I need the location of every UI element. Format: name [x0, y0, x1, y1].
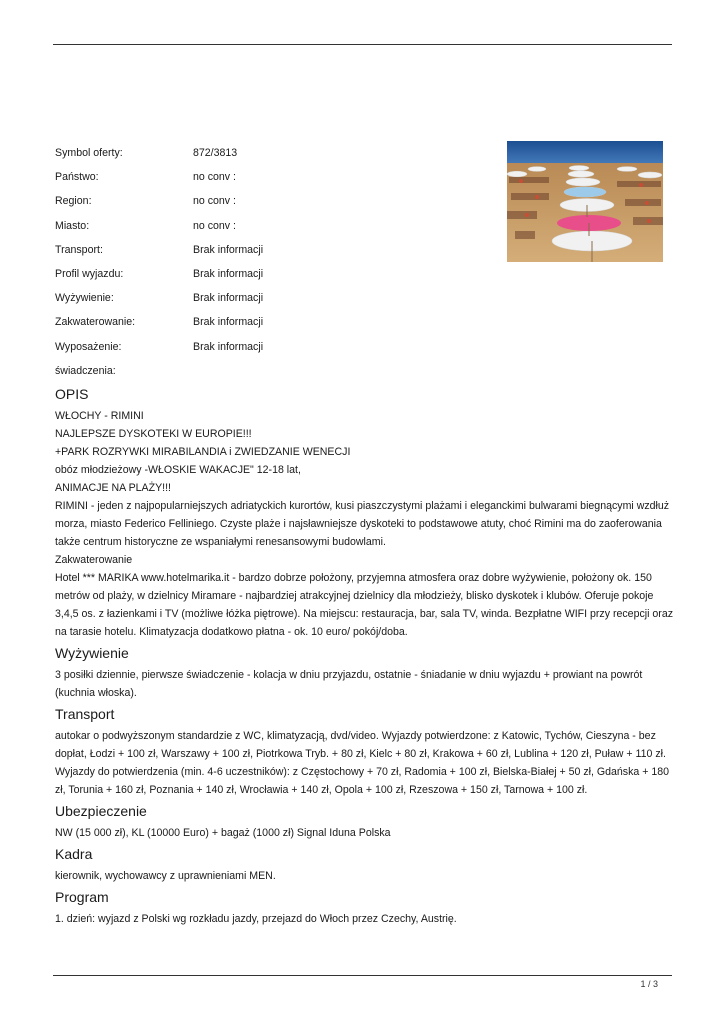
spec-label: Symbol oferty:	[55, 147, 123, 160]
spec-value: no conv :	[193, 171, 236, 184]
spec-label: Wyposażenie:	[55, 340, 122, 353]
section-kadra	[55, 845, 675, 885]
transport-text: autokar o podwyższonym standardzie z WC, klimatyzacją, dvd/video. Wyjazdy potwierdzone: z Katowic, Tychów, Cieszyna - bez dopłat, Łodzi + 100 zł, Warszawy + 100 zł, Piotrkowa Tryb. + 80 zł, Kielc + 80 zł, Krakowa + 60 zł, Lublina + 120 zł, Puław + 110 zł. Wyjazdy do potwierdzenia (min. 4-6 uczestników): z Częstochowy + 70 zł, Radomia + 100 zł, Bielska-Białej + 50 zł, Gdańska + 180 zł, Torunia + 160 zł, Poznania + 140 zł, Wrocławia + 140 zł, Opola + 100 zł, Rzeszowa + 150 zł, Tarnowa + 100 zł.	[55, 730, 670, 796]
opis-line: ANIMACJE NA PLAŻY!!!	[55, 482, 171, 494]
offer-description	[55, 385, 675, 928]
spec-value: no conv :	[193, 219, 236, 232]
page-number: 1 / 3	[640, 979, 658, 989]
spec-row	[55, 335, 475, 359]
section-wyzywienie	[55, 644, 675, 702]
spec-row	[55, 141, 475, 165]
spec-label: Wyżywienie:	[55, 292, 114, 305]
spec-row	[55, 359, 475, 383]
spec-label: świadczenia:	[55, 364, 116, 377]
header-rule	[53, 44, 672, 45]
opis-line: Zakwaterowanie	[55, 554, 133, 566]
spec-row	[55, 165, 475, 189]
spec-row	[55, 310, 475, 334]
footer-rule	[53, 975, 672, 976]
spec-value: Brak informacji	[193, 292, 264, 305]
opis-line: obóz młodzieżowy -WŁOSKIE WAKACJE" 12-18 lat,	[55, 464, 301, 476]
spec-value: Brak informacji	[193, 340, 264, 353]
spec-row	[55, 189, 475, 213]
section-program	[55, 888, 675, 928]
opis-line: WŁOCHY - RIMINI	[55, 410, 144, 422]
spec-label: Transport:	[55, 243, 103, 256]
opis-paragraph: RIMINI - jeden z najpopularniejszych adriatyckich kurortów, kusi piaszczystymi plażami i eleganckimi bulwarami biegnącymi wzdłuż morza, miasto Federico Felliniego. Czyste plaże i najsławniejsze dyskoteki to podstawowe atuty, choć Rimini ma do zaoferowania także centrum historyczne ze wspaniałymi renesansowymi budowlami.	[55, 500, 670, 548]
spec-row	[55, 262, 475, 286]
spec-label: Państwo:	[55, 171, 99, 184]
spec-row	[55, 286, 475, 310]
opis-line: NAJLEPSZE DYSKOTEKI W EUROPIE!!!	[55, 428, 252, 440]
spec-row	[55, 214, 475, 238]
spec-value: Brak informacji	[193, 268, 264, 281]
spec-label: Region:	[55, 195, 92, 208]
transport-heading: Transport	[55, 706, 115, 722]
ubezpieczenie-heading: Ubezpieczenie	[55, 803, 147, 819]
wyzywienie-heading: Wyżywienie	[55, 645, 129, 661]
kadra-heading: Kadra	[55, 846, 93, 862]
spec-value: Brak informacji	[193, 243, 264, 256]
section-transport	[55, 705, 675, 799]
opis-paragraph: Hotel *** MARIKA www.hotelmarika.it - bardzo dobrze położony, przyjemna atmosfera oraz dobre wyżywienie, położony ok. 150 metrów od plaży, w dzielnicy Miramare - najbardziej atrakcyjnej dzielnicy dla młodzieży, blisko dyskotek i klubów. Oferuje pokoje 3,4,5 os. z łazienkami i TV (możliwe łóżka piętrowe). Na miejscu: restauracja, bar, sala TV, winda. Bezpłatne WIFI przy recepcji oraz na tarasie hotelu. Klimatyzacja dodatkowo płatna - ok. 10 euro/ pokój/doba.	[55, 572, 674, 638]
spec-value: 872/3813	[193, 147, 238, 160]
kadra-text: kierownik, wychowawcy z uprawnieniami MEN.	[55, 870, 276, 882]
opis-line: +PARK ROZRYWKI MIRABILANDIA i ZWIEDZANIE WENECJI	[55, 446, 351, 458]
offer-specs-table	[55, 141, 475, 383]
spec-label: Miasto:	[55, 219, 90, 232]
program-heading: Program	[55, 889, 109, 905]
spec-label: Zakwaterowanie:	[55, 316, 136, 329]
spec-label: Profil wyjazdu:	[55, 268, 124, 281]
ubezpieczenie-text: NW (15 000 zł), KL (10000 Euro) + bagaż (1000 zł) Signal Iduna Polska	[55, 827, 391, 839]
spec-value: Brak informacji	[193, 316, 264, 329]
spec-value: no conv :	[193, 195, 236, 208]
section-ubezpieczenie	[55, 802, 675, 842]
wyzywienie-text: 3 posiłki dziennie, pierwsze świadczenie - kolacja w dniu przyjazdu, ostatnie - śniadanie w dniu wyjazdu + prowiant na powrót (kuchnia włoska).	[55, 669, 643, 699]
opis-heading: OPIS	[55, 386, 89, 402]
program-text: 1. dzień: wyjazd z Polski wg rozkładu jazdy, przejazd do Włoch przez Czechy, Austrię.	[55, 913, 457, 925]
beach-photo	[507, 141, 663, 262]
spec-row	[55, 238, 475, 262]
